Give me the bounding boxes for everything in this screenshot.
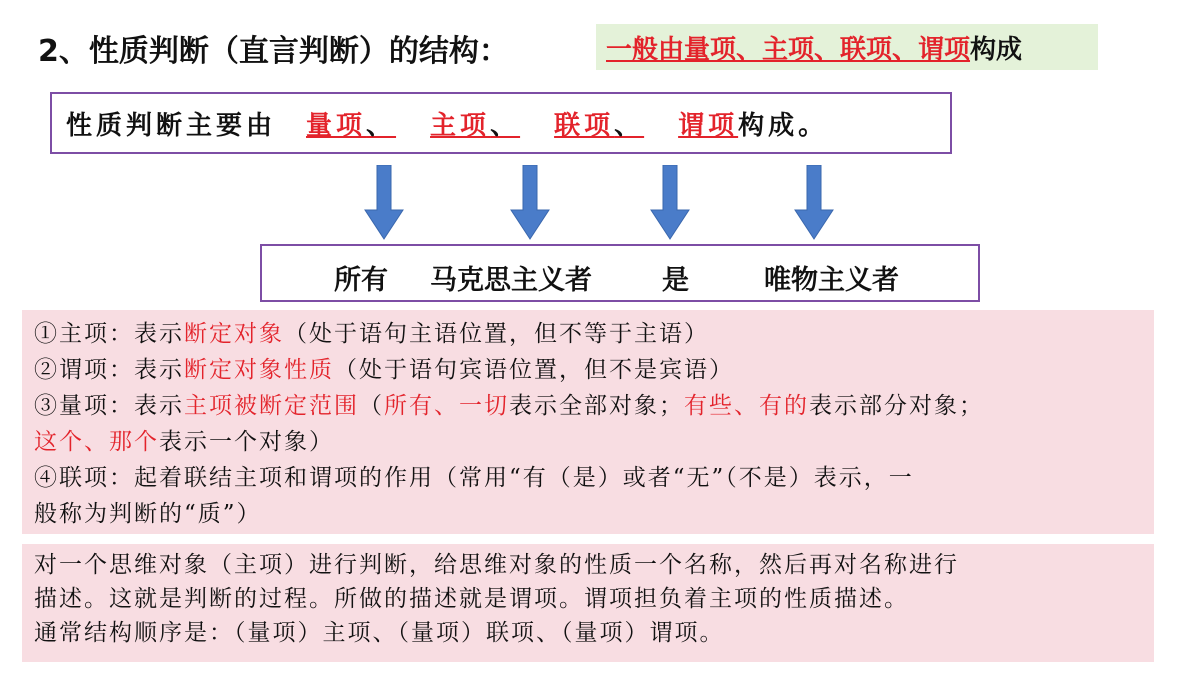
title-note-highlight: 一般由量项、主项、联项、谓项 (606, 34, 971, 65)
definition-predicate (34, 352, 1142, 388)
structure-terms (276, 105, 738, 142)
page-title: 2、性质判断（直言判断）的结构： (38, 34, 509, 69)
definition-subject-key: 断定对象 (184, 321, 284, 347)
summary-line-2: 描述。这就是判断的过程。所做的描述就是谓项。谓项担负着主项的性质描述。 (34, 586, 909, 612)
definition-quantifier-key: 主项被断定范围 (184, 393, 359, 419)
definition-quantifier-single: 这个、那个 (34, 429, 159, 455)
example-subject: 马克思主义者 (430, 265, 592, 296)
example-predicate: 唯物主义者 (764, 265, 899, 296)
term-sep-3: 、 (614, 110, 645, 141)
definition-copula-cont: 般称为判断的“质”） (34, 501, 262, 527)
summary-line-3: 通常结构顺序是：（量项）主项、（量项）联项、（量项）谓项。 (34, 620, 725, 646)
definition-copula: ④联项：起着联结主项和谓项的作用（常用“有（是）或者“无”（不是）表示，一 (34, 465, 914, 491)
definition-quantifier-all-desc: 表示全部对象； (509, 393, 684, 419)
definition-subject-note: （处于语句主语位置，但不等于主语） (284, 321, 709, 347)
definition-quantifier-some-desc: 表示部分对象； (809, 393, 984, 419)
title-note-rest: 构成 (970, 34, 1023, 65)
definition-quantifier-paren: （ (359, 393, 384, 419)
term-sep-2: 、 (490, 110, 521, 141)
definition-quantifier-cont (34, 424, 1142, 460)
title-note (596, 24, 1098, 70)
term-sep-1: 、 (366, 110, 397, 141)
term-predicate: 谓项 (678, 110, 739, 141)
down-arrow-icon (650, 165, 690, 240)
summary-panel (22, 544, 1154, 662)
definition-quantifier-label: ③量项：表示 (34, 393, 184, 419)
example-copula: 是 (662, 265, 689, 296)
structure-box (50, 92, 952, 154)
definition-quantifier-all: 所有、一切 (384, 393, 509, 419)
definition-quantifier-single-desc: 表示一个对象） (159, 429, 334, 455)
summary-line-1: 对一个思维对象（主项）进行判断，给思维对象的性质一个名称，然后再对名称进行 (34, 552, 959, 578)
definition-subject (34, 316, 1142, 352)
definition-quantifier (34, 388, 1142, 424)
term-quantifier: 量项 (306, 110, 367, 141)
structure-prefix: 性质判断主要由 (66, 110, 277, 141)
term-copula: 联项 (554, 110, 615, 141)
definition-quantifier-some: 有些、有的 (684, 393, 809, 419)
definition-predicate-label: ②谓项：表示 (34, 357, 184, 383)
down-arrow-icon (364, 165, 404, 240)
definitions-panel (22, 310, 1154, 534)
example-box (260, 244, 980, 302)
down-arrow-icon (510, 165, 550, 240)
structure-suffix: 构成。 (738, 110, 829, 141)
definition-predicate-note: （处于语句宾语位置，但不是宾语） (334, 357, 734, 383)
definition-predicate-key: 断定对象性质 (184, 357, 334, 383)
term-subject: 主项 (430, 110, 491, 141)
example-quantifier: 所有 (334, 265, 388, 296)
down-arrow-icon (794, 165, 834, 240)
definition-subject-label: ①主项：表示 (34, 321, 184, 347)
